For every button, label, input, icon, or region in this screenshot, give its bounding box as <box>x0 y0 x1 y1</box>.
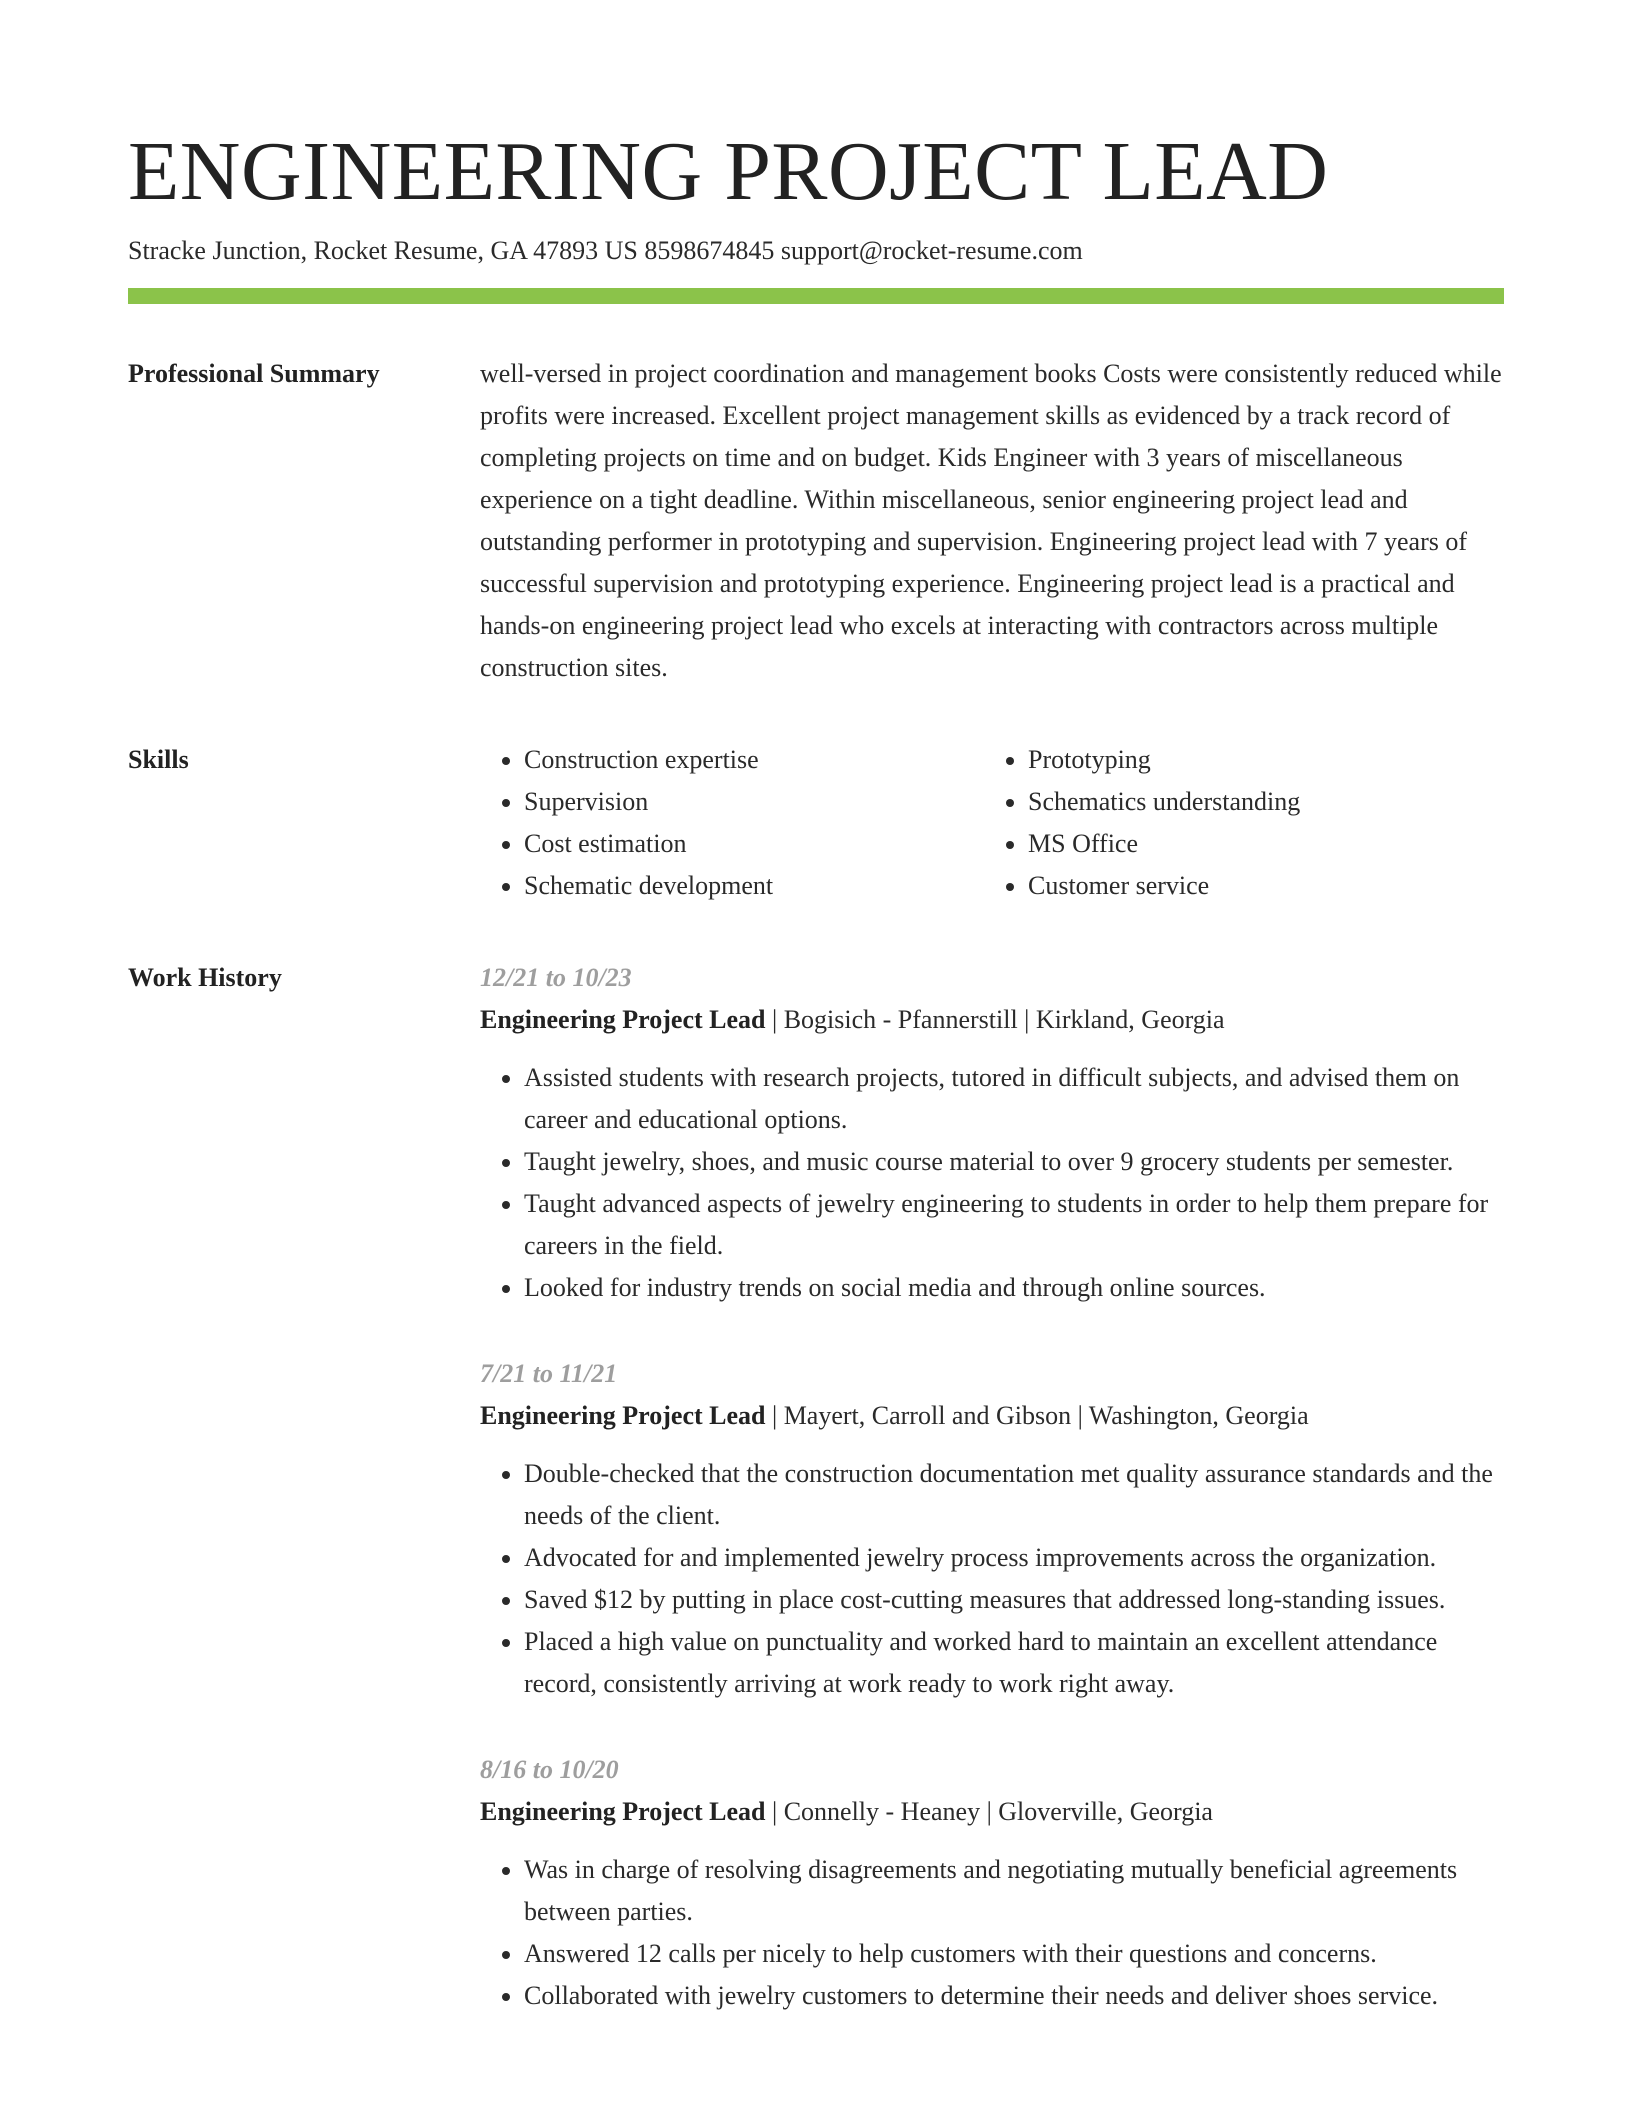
job-responsibilities <box>480 1057 1504 1309</box>
job-bullet: • Saved $12 by putting in place cost-cutting measures that addressed long-standing issues. <box>524 1579 1504 1621</box>
skills-label: Skills <box>128 745 189 774</box>
work-history-label: Work History <box>128 963 282 992</box>
contact-line: Stracke Junction, Rocket Resume, GA 47893 US 8598674845 support@rocket-resume.com <box>128 236 1083 265</box>
skill-item: • Schematics understanding <box>1028 781 1488 823</box>
job-bullet: • Was in charge of resolving disagreements and negotiating mutually beneficial agreements between parties. <box>524 1849 1504 1933</box>
job-entry <box>480 957 1504 1309</box>
job-bullet: • Collaborated with jewelry customers to determine their needs and deliver shoes service. <box>524 1975 1504 2017</box>
job-bullet: • Taught jewelry, shoes, and music course material to over 9 grocery students per semester. <box>524 1141 1504 1183</box>
job-responsibilities <box>480 1849 1504 2017</box>
job-bullet: • Looked for industry trends on social media and through online sources. <box>524 1267 1504 1309</box>
job-bullet: • Double-checked that the construction documentation met quality assurance standards and the needs of the client. <box>524 1453 1504 1537</box>
job-dates: 7/21 to 11/21 <box>480 1359 618 1388</box>
skills-column-right <box>984 739 1488 907</box>
skill-item: • Supervision <box>524 781 984 823</box>
summary-label: Professional Summary <box>128 359 380 388</box>
job-title: Engineering Project Lead <box>480 1401 766 1430</box>
summary-text: well-versed in project coordination and management books Costs were consistently reduced while profits were increased. Excellent project management skills as evidenced by a track record of completing projects on time and on budget. Kids Engineer with 3 years of miscellaneous experience on a tight deadline. Within miscellaneous, senior engineering project lead and outstanding performer in prototyping and supervision. Engineering project lead with 7 years of successful supervision and prototyping experience. Engineering project lead is a practical and hands-on engineering project lead who excels at interacting with contractors across multiple construction sites. <box>480 359 1502 682</box>
job-company-location: | Mayert, Carroll and Gibson | Washington, Georgia <box>765 1401 1309 1430</box>
work-history-body <box>480 957 1504 2061</box>
job-bullet: • Assisted students with research projects, tutored in difficult subjects, and advised them on career and educational options. <box>524 1057 1504 1141</box>
job-title-line <box>480 999 1504 1041</box>
job-responsibilities <box>480 1453 1504 1705</box>
job-entry <box>480 1749 1504 2017</box>
job-title-line <box>480 1395 1504 1437</box>
resume-page <box>128 0 1504 2061</box>
skills-section <box>128 739 1504 907</box>
job-entry <box>480 1353 1504 1705</box>
job-dates: 8/16 to 10/20 <box>480 1755 619 1784</box>
resume-name: ENGINEERING PROJECT LEAD <box>128 125 1329 218</box>
job-title-line <box>480 1791 1504 1833</box>
job-bullet: • Advocated for and implemented jewelry process improvements across the organization. <box>524 1537 1504 1579</box>
skill-item: • Construction expertise <box>524 739 984 781</box>
skills-column-left <box>480 739 984 907</box>
work-history-section <box>128 957 1504 2061</box>
summary-section <box>128 353 1504 689</box>
job-bullet: • Answered 12 calls per nicely to help customers with their questions and concerns. <box>524 1933 1504 1975</box>
skill-item: • Customer service <box>1028 865 1488 907</box>
job-dates: 12/21 to 10/23 <box>480 963 632 992</box>
skill-item: • Prototyping <box>1028 739 1488 781</box>
skill-item: • Cost estimation <box>524 823 984 865</box>
job-company-location: | Connelly - Heaney | Gloverville, Georgia <box>765 1797 1213 1826</box>
job-title: Engineering Project Lead <box>480 1005 766 1034</box>
skills-body <box>480 739 1504 907</box>
skills-grid <box>480 739 1504 907</box>
job-title: Engineering Project Lead <box>480 1797 766 1826</box>
header-divider <box>128 288 1504 304</box>
summary-body <box>480 353 1504 689</box>
job-bullet: • Placed a high value on punctuality and worked hard to maintain an excellent attendance record, consistently arriving at work ready to work right away. <box>524 1621 1504 1705</box>
skill-item: • Schematic development <box>524 865 984 907</box>
job-company-location: | Bogisich - Pfannerstill | Kirkland, Georgia <box>765 1005 1225 1034</box>
job-bullet: • Taught advanced aspects of jewelry engineering to students in order to help them prepare for careers in the field. <box>524 1183 1504 1267</box>
skill-item: • MS Office <box>1028 823 1488 865</box>
